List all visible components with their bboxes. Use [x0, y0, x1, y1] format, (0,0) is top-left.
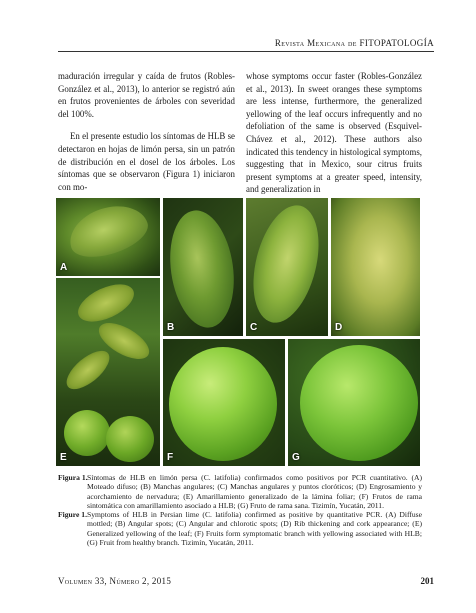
- figure-caption-english: [58, 510, 422, 548]
- caption-label: Figura 1.: [58, 473, 88, 482]
- caption-text: Symptoms of HLB in Persian lime (C. latifolia) confirmed as positive by quantitative PCR. (A) Diffuse mottled; (B) Angular spots; (C) Angular and chlorotic spots; (D) Rib thickening and cork appearance; (E) Generalized yellowing of the leaf; (F) Fruits form symptomatic branch with yellowing associated with HLB; (G) Fruit from healthy branch. Tizimín, Yucatán, 2011.: [87, 510, 422, 548]
- photo-panel-g: [288, 339, 420, 466]
- leaf-image: [63, 198, 153, 265]
- leaf-image: [72, 278, 139, 329]
- left-paragraph-2: En el presente estudio los síntomas de HLB se detectaron en hojas de limón persa, sin un patrón de distribución en el dosel de los árboles. Los síntomas que se observaron (Figura 1) iniciaron con mo-: [58, 131, 235, 192]
- leaf-image: [246, 199, 328, 330]
- fruit-image: [300, 345, 418, 461]
- photo-panel-f: [163, 339, 285, 466]
- header-divider: [58, 51, 434, 52]
- figure-caption-spanish: [58, 473, 422, 511]
- panel-label-a: A: [60, 262, 68, 273]
- figure-1: [56, 198, 420, 466]
- page-number: 201: [420, 576, 434, 586]
- photo-panel-a: [56, 198, 160, 276]
- right-paragraph-1: whose symptoms occur faster (Robles-González et al., 2013). In sweet oranges these symptoms are less intense, furthermore, the generalized yellowing of the leaf occurs infrequently and no defoliation of the same is observed (Esquivel-Chávez et al., 2012). These authors also indicated this tendency in histological symptoms, suggesting that in Mexico, sour citrus fruits present symptoms at a greater speed, intensity, and generalization in: [246, 71, 422, 195]
- fruit-image: [169, 347, 277, 461]
- panel-label-c: C: [250, 322, 258, 333]
- fruit-image: [64, 410, 110, 456]
- left-paragraph-1: maduración irregular y caída de frutos (Robles-González et al., 2013), lo anterior se registró aún en frutos provenientes de árboles con severidad del 100%.: [58, 71, 235, 119]
- caption-text: Síntomas de HLB en limón persa (C. latifolia) confirmados como positivos por PCR cuantitativo. (A) Moteado difuso; (B) Manchas angulares; (C) Manchas angulares y puntos cloróticos; (D) Engrosamiento y acorchamiento de nervadura; (E) Amarillamiento generalizado de la lámina foliar; (F) Frutos de rama sintomática con amarillamiento asociado a HLB; (G) Fruto de rama sana. Tizimín, Yucatán, 2011.: [87, 473, 422, 511]
- journal-header: Revista Mexicana de FITOPATOLOGÍA: [274, 38, 434, 48]
- leaf-image: [60, 344, 115, 396]
- fruit-image: [106, 416, 154, 462]
- panel-label-g: G: [292, 452, 300, 463]
- caption-label: Figure 1.: [58, 510, 87, 519]
- left-column: [58, 70, 235, 203]
- volume-footer: Volumen 33, Número 2, 2015: [58, 576, 172, 586]
- leaf-image: [163, 206, 241, 331]
- panel-label-b: B: [167, 322, 175, 333]
- panel-label-e: E: [60, 452, 67, 463]
- right-column: [246, 70, 422, 206]
- panel-label-f: F: [167, 452, 174, 463]
- photo-panel-e: [56, 278, 160, 466]
- photo-panel-c: [246, 198, 328, 336]
- photo-panel-b: [163, 198, 243, 336]
- photo-panel-d: [331, 198, 420, 336]
- panel-label-d: D: [335, 322, 343, 333]
